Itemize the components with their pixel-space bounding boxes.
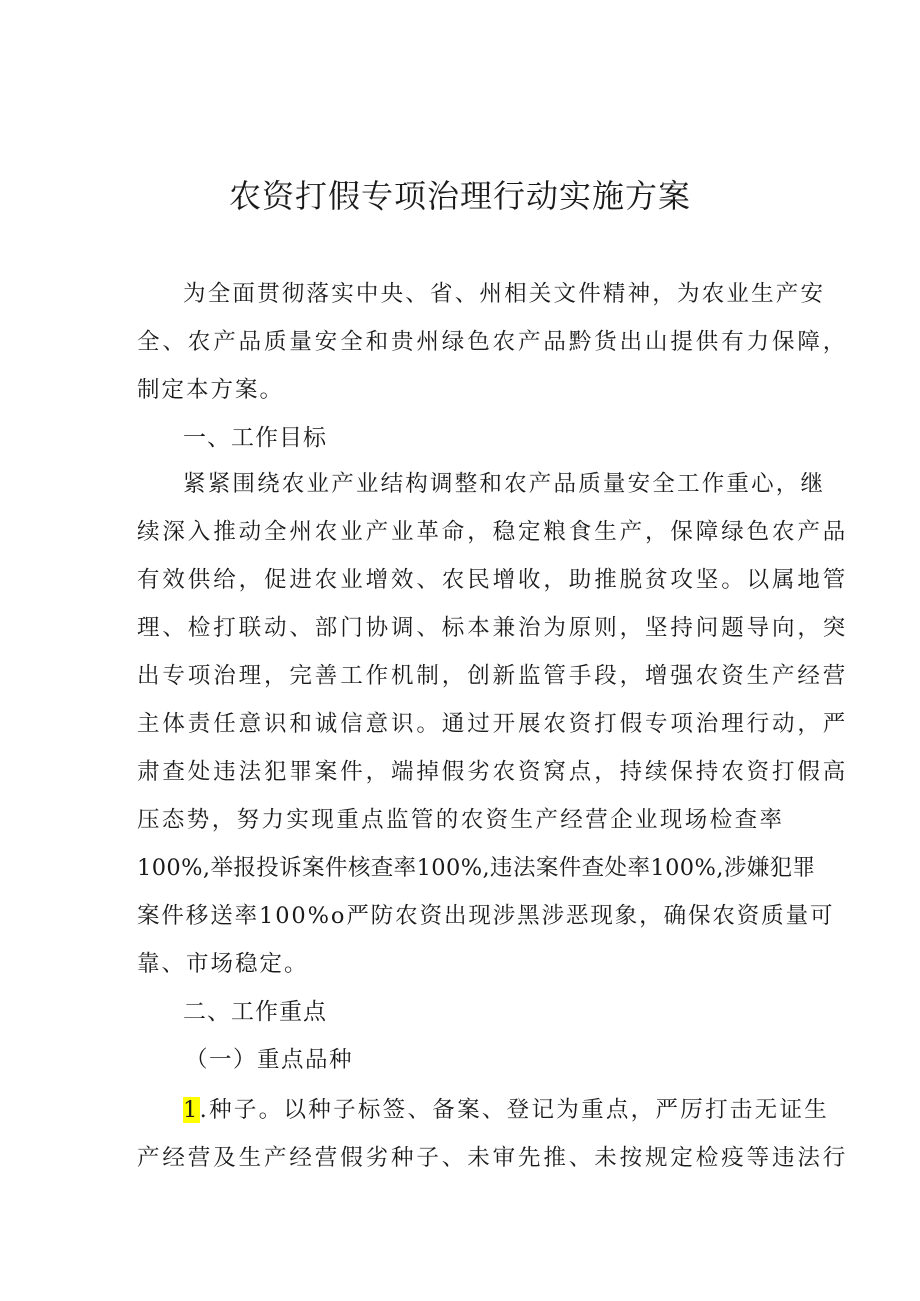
goals-line-5: 出专项治理，完善工作机制，创新监管手段，增强农资生产经营 [137,663,849,689]
item-seeds-text: .种子。以种子标签、备案、登记为重点，严厉打击无证生 [199,1097,830,1123]
item-number-highlight: 1 [183,1097,200,1123]
document-title: 农资打假专项治理行动实施方案 [228,177,691,215]
goals-line-6: 主体责任意识和诚信意识。通过开展农资打假专项治理行动，严 [137,711,849,737]
intro-line-2: 全、农产品质量安全和贵州绿色农产品黔货出山提供有力保障， [137,329,849,355]
goals-line-11: 靠、市场稳定。 [137,951,309,977]
goals-line-1: 紧紧围绕农业产业结构调整和农产品质量安全工作重心，继 [183,471,826,497]
section-heading-goals: 一、工作目标 [183,425,327,451]
goals-line-7: 肃查处违法犯罪案件，端掉假劣农资窝点，持续保持农资打假高 [137,759,849,785]
item-seeds-line-2: 产经营及生产经营假劣种子、未审先推、未按规定检疫等违法行 [137,1145,849,1171]
goals-line-2: 续深入推动全州农业产业革命，稳定粮食生产，保障绿色农产品 [137,519,849,545]
item-seeds-line-1 [183,1090,830,1130]
section-heading-focus: 二、工作重点 [183,999,327,1025]
goals-line-10: 案件移送率100%o严防农资出现涉黑涉恶现象，确保农资质量可 [137,903,835,929]
intro-line-1: 为全面贯彻落实中央、省、州相关文件精神，为农业生产安 [183,281,826,307]
subsection-heading-key-varieties: （一）重点品种 [185,1047,354,1073]
goals-line-4: 理、检打联动、部门协调、标本兼治为原则，坚持问题导向，突 [137,615,849,641]
intro-line-3: 制定本方案。 [137,377,285,403]
goals-line-3: 有效供给，促进农业增效、农民增收，助推脱贫攻坚。以属地管 [137,567,849,593]
goals-line-8: 压态势，努力实现重点监管的农资生产经营企业现场检查率 [137,807,785,833]
goals-line-9: 100%,举报投诉案件核查率100%,违法案件查处率100%,涉嫌犯罪 [137,855,816,881]
